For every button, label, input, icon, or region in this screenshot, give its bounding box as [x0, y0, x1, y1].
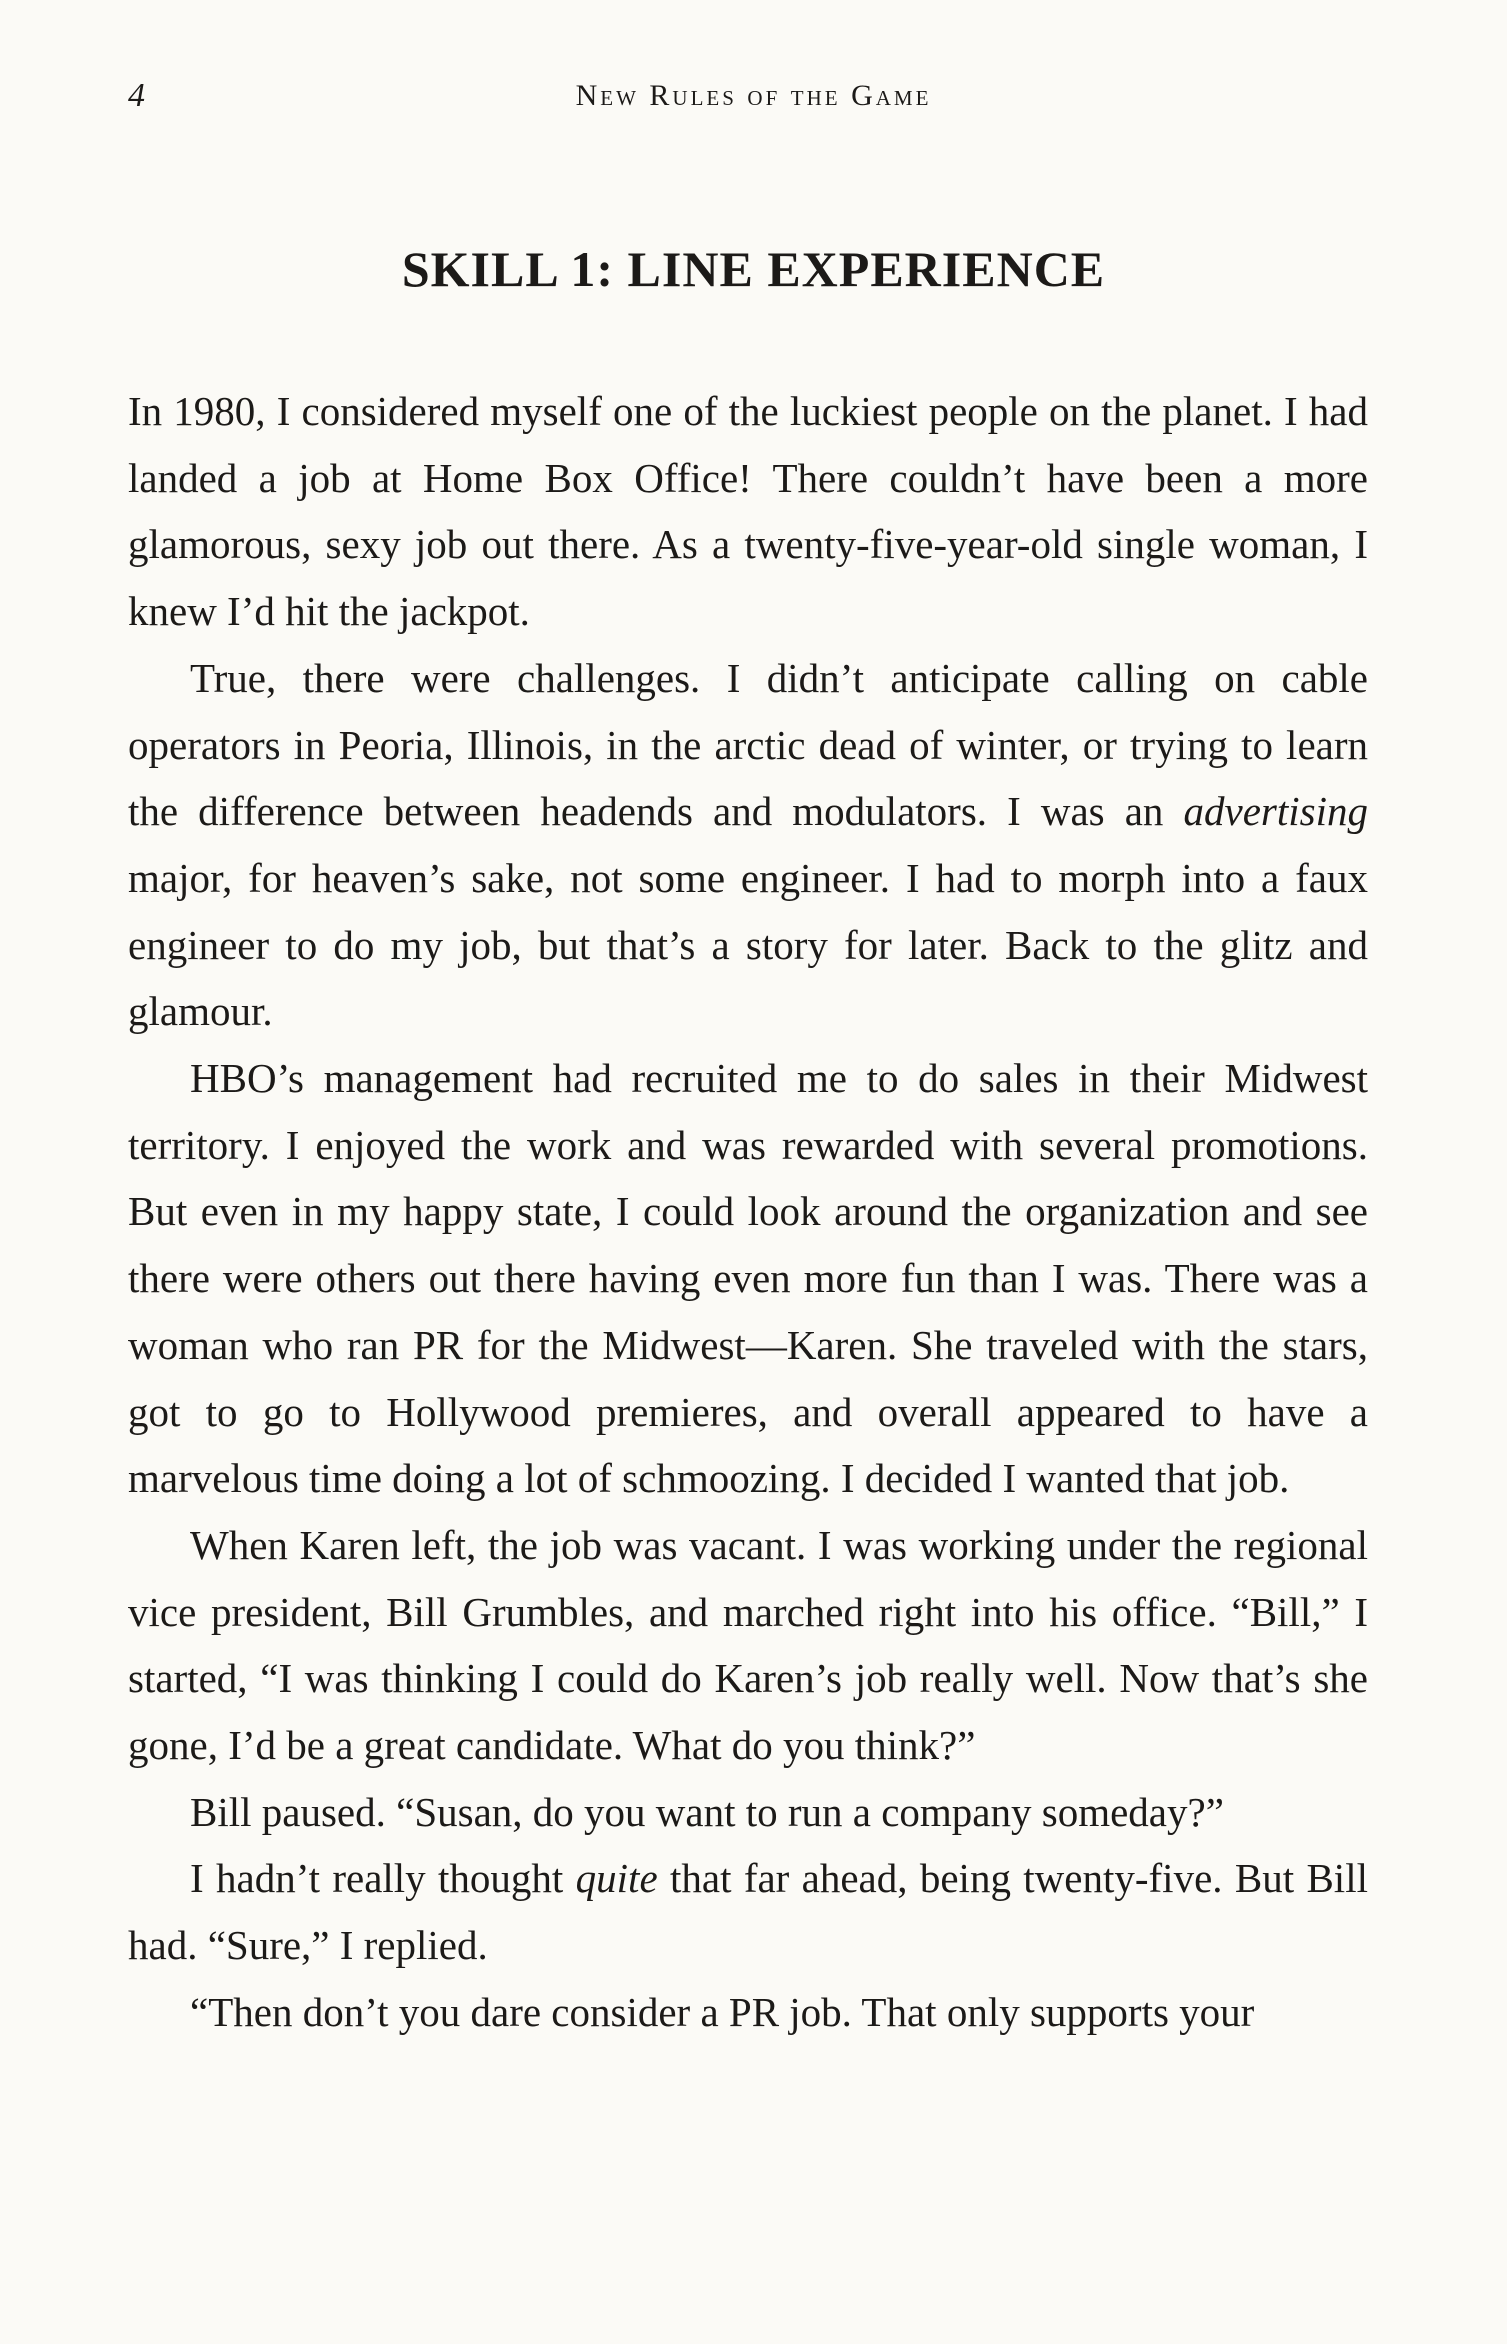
page-number: 4	[128, 77, 145, 114]
paragraph-3	[128, 1045, 1368, 1512]
body-text	[128, 378, 1368, 2046]
running-header-title: New Rules of the Game	[575, 79, 932, 112]
paragraph-1-text: In 1980, I considered myself one of the luckiest people on the planet. I had landed a job at Home Box Office! There couldn’t have been a more glamorous, sexy job out there. As a twenty-five-year-old single woman, I knew I’d hit the jackpot.	[128, 388, 1368, 635]
paragraph-2	[128, 645, 1368, 1045]
paragraph-2-text-end: major, for heaven’s sake, not some engineer. I had to morph into a faux engineer to do my job, but that’s a story for later. Back to the glitz and glamour.	[128, 854, 1368, 1035]
paragraph-6	[128, 1845, 1368, 1978]
paragraph-5-text: Bill paused. “Susan, do you want to run a company someday?”	[190, 1788, 1224, 1835]
paragraph-7	[128, 1979, 1368, 2046]
paragraph-2-text-start: True, there were challenges. I didn’t anticipate calling on cable operators in Peoria, Illinois, in the arctic dead of winter, or trying to learn the difference between headends and modulators. I was an	[128, 654, 1368, 835]
paragraph-3-text: HBO’s management had recruited me to do sales in their Midwest territory. I enjoyed the work and was rewarded with several promotions. But even in my happy state, I could look around the organization and see there were others out there having even more fun than I was. There was a woman who ran PR for the Midwest—Karen. She traveled with the stars, got to go to Hollywood premieres, and overall appeared to have a marvelous time doing a lot of schmoozing. I decided I wanted that job.	[128, 1055, 1368, 1502]
paragraph-6-emphasis: quite	[575, 1855, 658, 1902]
section-heading: SKILL 1: LINE EXPERIENCE	[401, 241, 1106, 297]
paragraph-7-text: “Then don’t you dare consider a PR job. That only supports your	[190, 1988, 1255, 2035]
paragraph-4-text: When Karen left, the job was vacant. I was working under the regional vice president, Bill Grumbles, and marched right into his office. “Bill,” I started, “I was thinking I could do Karen’s job really well. Now that’s she gone, I’d be a great candidate. What do you think?”	[128, 1521, 1368, 1769]
paragraph-6-text-start: I hadn’t really thought	[190, 1855, 576, 1902]
paragraph-2-emphasis: advertising	[1183, 788, 1368, 835]
paragraph-5	[128, 1779, 1368, 1846]
paragraph-4	[128, 1512, 1368, 1779]
paragraph-1	[128, 378, 1368, 645]
paragraph-6-text-end: that far ahead, being twenty-five. But Bill had. “Sure,” I replied.	[128, 1855, 1368, 1969]
